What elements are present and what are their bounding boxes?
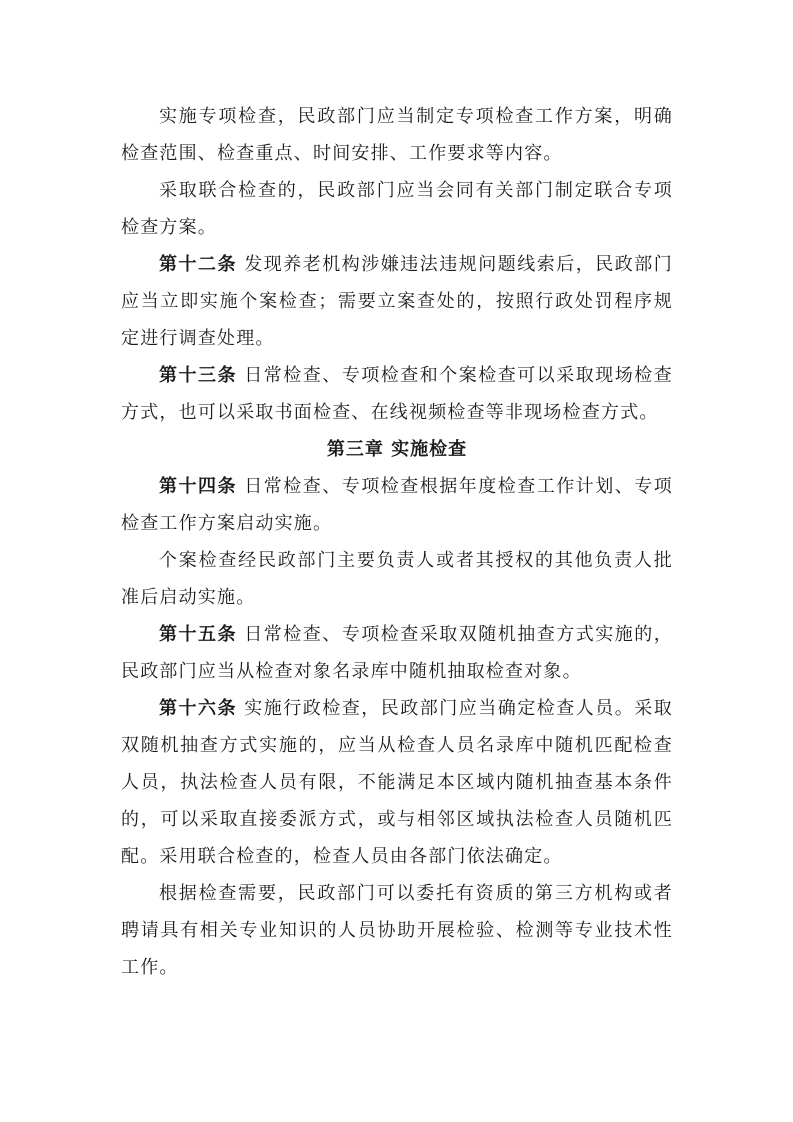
article-number: 第十五条 (159, 624, 238, 645)
paragraph-text: 发现养老机构涉嫌违法违规问题线索后，民政部门应当立即实施个案检查；需要立案查处的，按照行政处罚程序规定进行调查处理。 (121, 254, 673, 349)
paragraph (121, 98, 673, 172)
paragraph (121, 357, 673, 431)
paragraph-text: 实施行政检查，民政部门应当确定检查人员。采取双随机抽查方式实施的，应当从检查人员名录库中随机匹配检查人员，执法检查人员有限，不能满足本区域内随机抽查基本条件的，可以采取直接委派方式，或与相邻区域执法检查人员随机匹配。采用联合检查的，检查人员由各部门依法确定。 (121, 698, 673, 867)
paragraph (121, 468, 673, 542)
paragraph (121, 690, 673, 875)
paragraph-text: 采取联合检查的，民政部门应当会同有关部门制定联合专项检查方案。 (121, 180, 673, 238)
paragraph-text: 日常检查、专项检查采取双随机抽查方式实施的，民政部门应当从检查对象名录库中随机抽取检查对象。 (121, 624, 673, 682)
paragraph-text: 实施专项检查，民政部门应当制定专项检查工作方案，明确检查范围、检查重点、时间安排、工作要求等内容。 (121, 106, 673, 164)
article-number: 第十三条 (159, 365, 238, 386)
paragraph (121, 616, 673, 690)
article-number: 第十二条 (159, 254, 238, 275)
paragraph (121, 875, 673, 986)
paragraph-text: 个案检查经民政部门主要负责人或者其授权的其他负责人批准后启动实施。 (121, 550, 673, 608)
document-page (121, 98, 673, 986)
paragraph-text: 根据检查需要，民政部门可以委托有资质的第三方机构或者聘请具有相关专业知识的人员协助开展检验、检测等专业技术性工作。 (121, 883, 673, 978)
paragraph (121, 172, 673, 246)
chapter-heading: 第三章 实施检查 (326, 439, 468, 460)
paragraph-text: 日常检查、专项检查和个案检查可以采取现场检查方式，也可以采取书面检查、在线视频检查等非现场检查方式。 (121, 365, 673, 423)
article-number: 第十四条 (159, 476, 238, 497)
paragraph (121, 246, 673, 357)
article-number: 第十六条 (159, 698, 238, 719)
paragraph-text: 日常检查、专项检查根据年度检查工作计划、专项检查工作方案启动实施。 (121, 476, 673, 534)
paragraph (121, 542, 673, 616)
